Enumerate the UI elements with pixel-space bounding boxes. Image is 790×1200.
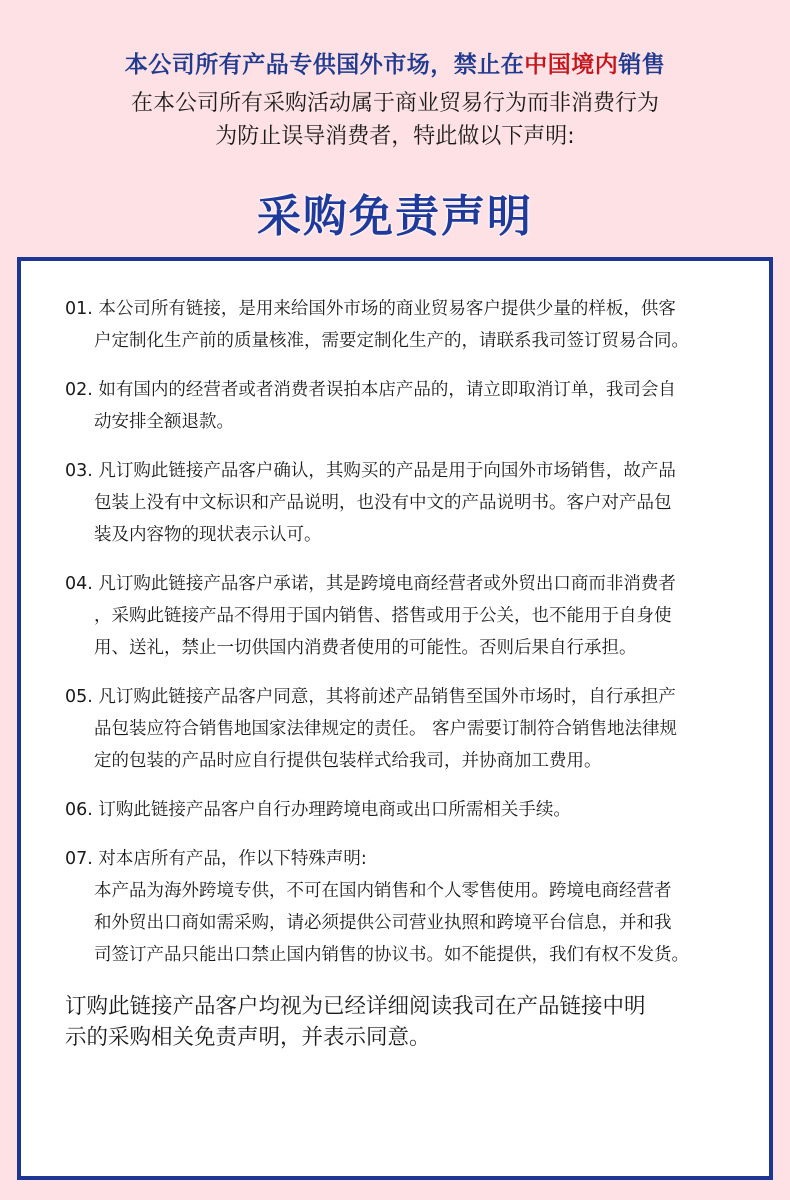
disclaimer-list (65, 293, 745, 988)
disclaimer-item (65, 455, 745, 551)
closing-line: 订购此链接产品客户均视为已经详细阅读我司在产品链接中明 (65, 994, 646, 1019)
disclaimer-line: 用、送礼，禁止一切供国内消费者使用的可能性。否则后果自行承担。 (94, 638, 637, 658)
disclaimer-line: 品包装应符合销售地国家法律规定的责任。 客户需要订制符合销售地法律规 (94, 719, 678, 739)
disclaimer-line: 和外贸出口商如需采购，请必须提供公司营业执照和跨境平台信息，并和我 (94, 913, 672, 933)
disclaimer-item (65, 568, 745, 664)
disclaimer-line: 04. 凡订购此链接产品客户承诺，其是跨境电商经营者或外贸出口商而非消费者 (65, 574, 676, 594)
disclaimer-item (65, 293, 745, 357)
disclaimer-line: 03. 凡订购此链接产品客户确认，其购买的产品是用于向国外市场销售，故产品 (65, 461, 676, 481)
disclaimer-line: 02. 如有国内的经营者或者消费者误拍本店产品的，请立即取消订单，我司会自 (65, 380, 676, 400)
headline-red-text: 中国境内 (524, 52, 619, 78)
disclaimer-item (65, 794, 745, 826)
page-title: 采购免责声明 (257, 191, 533, 242)
disclaimer-line: 05. 凡订购此链接产品客户同意，其将前述产品销售至国外市场时，自行承担产 (65, 687, 676, 707)
headline-part1: 本公司所有产品专供国外市场，禁止在 (124, 52, 525, 78)
headline-part2: 销售 (618, 52, 666, 78)
disclaimer-line: 司签订产品只能出口禁止国内销售的协议书。如不能提供，我们有权不发货。 (94, 945, 689, 965)
closing-statement (65, 991, 646, 1053)
subheadline-1: 在本公司所有采购活动属于商业贸易行为而非消费行为 (130, 91, 659, 116)
disclaimer-item (65, 374, 745, 438)
disclaimer-line: 本产品为海外跨境专供，不可在国内销售和个人零售使用。跨境电商经营者 (94, 881, 672, 901)
disclaimer-item (65, 681, 745, 777)
disclaimer-line: 装及内容物的现状表示认可。 (94, 525, 322, 545)
disclaimer-line: 06. 订购此链接产品客户自行办理跨境电商或出口所需相关手续。 (65, 800, 571, 820)
disclaimer-line: ，采购此链接产品不得用于国内销售、搭售或用于公关，也不能用于自身使 (94, 606, 672, 626)
disclaimer-box (17, 257, 773, 1180)
headline-notice (0, 46, 790, 79)
disclaimer-line: 01. 本公司所有链接，是用来给国外市场的商业贸易客户提供少量的样板，供客 (65, 299, 676, 319)
closing-line: 示的采购相关免责声明，并表示同意。 (65, 1025, 431, 1050)
disclaimer-line: 包装上没有中文标识和产品说明，也没有中文的产品说明书。客户对产品包 (94, 493, 672, 513)
disclaimer-line: 07. 对本店所有产品，作以下特殊声明: (65, 849, 367, 869)
disclaimer-line: 动安排全额退款。 (94, 412, 234, 432)
disclaimer-item (65, 843, 745, 971)
disclaimer-line: 定的包装的产品时应自行提供包装样式给我司，并协商加工费用。 (94, 751, 602, 771)
disclaimer-line: 户定制化生产前的质量核准，需要定制化生产的，请联系我司签订贸易合同。 (94, 331, 689, 351)
subheadline-2: 为防止误导消费者，特此做以下声明: (215, 124, 575, 149)
